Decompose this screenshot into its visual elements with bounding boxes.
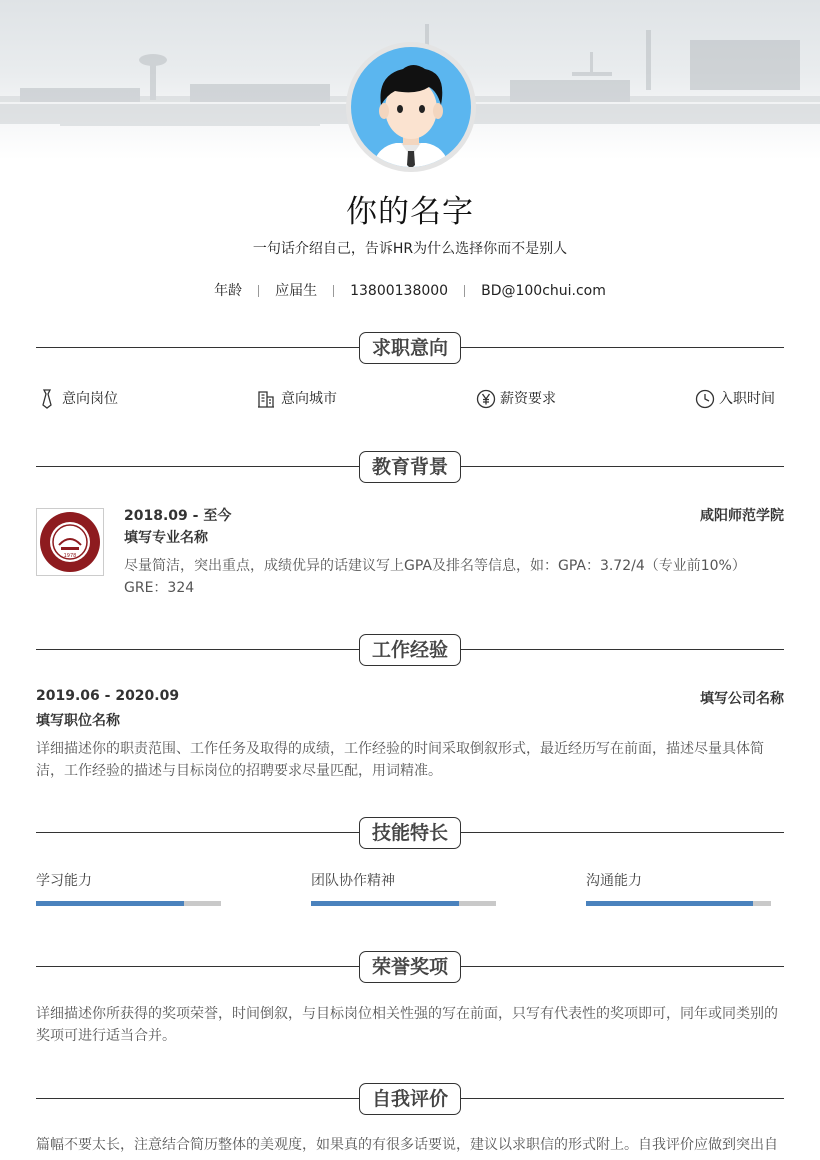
education-description: 尽量简洁，突出重点，成绩优异的话建议写上GPA及排名等信息，如：GPA：3.72/4（专业前10%） GRE：324 — [124, 558, 746, 596]
contact-info — [0, 280, 820, 300]
section-title: 技能特长 — [359, 817, 461, 849]
building-icon — [257, 389, 275, 409]
section-title: 求职意向 — [359, 332, 461, 364]
intent-city-label: 意向城市 — [281, 391, 337, 407]
avatar-illustration — [351, 47, 471, 167]
intent-position-label: 意向岗位 — [62, 391, 118, 407]
skill-name: 沟通能力 — [586, 873, 642, 889]
education-period: 2018.09 - 至今 — [124, 508, 232, 524]
section-title: 教育背景 — [359, 451, 461, 483]
intent-salary-label: 薪资要求 — [500, 391, 556, 407]
candidate-name: 你的名字 — [346, 194, 474, 230]
seal-year: 1978 — [63, 553, 77, 559]
phone-field: 13800138000 — [350, 283, 449, 299]
section-title: 荣誉奖项 — [359, 951, 461, 983]
skill-bar-fill — [586, 901, 753, 906]
self-evaluation: 篇幅不要太长，注意结合简历整体的美观度，如果真的有很多话要说，建议以求职信的形式附上。自我评价应做到突出自 — [36, 1137, 778, 1153]
skill-bar-fill — [311, 901, 459, 906]
skill-name: 团队协作精神 — [311, 873, 395, 889]
skill-bar — [311, 901, 496, 906]
section-title: 工作经验 — [359, 634, 461, 666]
tie-icon — [38, 389, 56, 409]
email-field: BD@100chui.com — [481, 283, 606, 299]
honors-description: 详细描述你所获得的奖项荣誉，时间倒叙，与目标岗位相关性强的写在前面，只写有代表性的奖项即可，同年或同类别的奖项可进行适当合并。 — [36, 1006, 778, 1044]
divider — [333, 285, 334, 297]
tagline: 一句话介绍自己，告诉HR为什么选择你而不是别人 — [252, 241, 568, 257]
divider — [464, 285, 465, 297]
section-self — [36, 1083, 784, 1117]
school-name: 咸阳师范学院 — [700, 508, 784, 524]
major-name: 填写专业名称 — [124, 530, 208, 546]
age-field: 年龄 — [214, 283, 243, 299]
divider — [258, 285, 259, 297]
company-name: 填写公司名称 — [700, 691, 784, 707]
skill-bar — [586, 901, 771, 906]
work-period: 2019.06 - 2020.09 — [36, 688, 180, 704]
section-education — [36, 451, 784, 485]
section-skills — [36, 817, 784, 851]
skill-bar — [36, 901, 221, 906]
intent-entry-label: 入职时间 — [719, 391, 775, 407]
status-field: 应届生 — [275, 283, 318, 299]
avatar — [346, 42, 476, 172]
school-seal-icon — [37, 509, 103, 575]
work-description: 详细描述你的职责范围、工作任务及取得的成绩，工作经验的时间采取倒叙形式，最近经历写在前面，描述尽量具体简洁，工作经验的描述与目标岗位的招聘要求尽量匹配，用词精准。 — [36, 741, 764, 779]
section-intent — [36, 332, 784, 366]
section-work — [36, 634, 784, 668]
skill-bar-fill — [36, 901, 184, 906]
yen-icon — [476, 389, 496, 409]
clock-icon — [695, 389, 715, 409]
job-title: 填写职位名称 — [36, 713, 120, 729]
section-title: 自我评价 — [359, 1083, 461, 1115]
school-logo — [36, 508, 104, 576]
section-honors — [36, 951, 784, 985]
skill-name: 学习能力 — [36, 873, 92, 889]
